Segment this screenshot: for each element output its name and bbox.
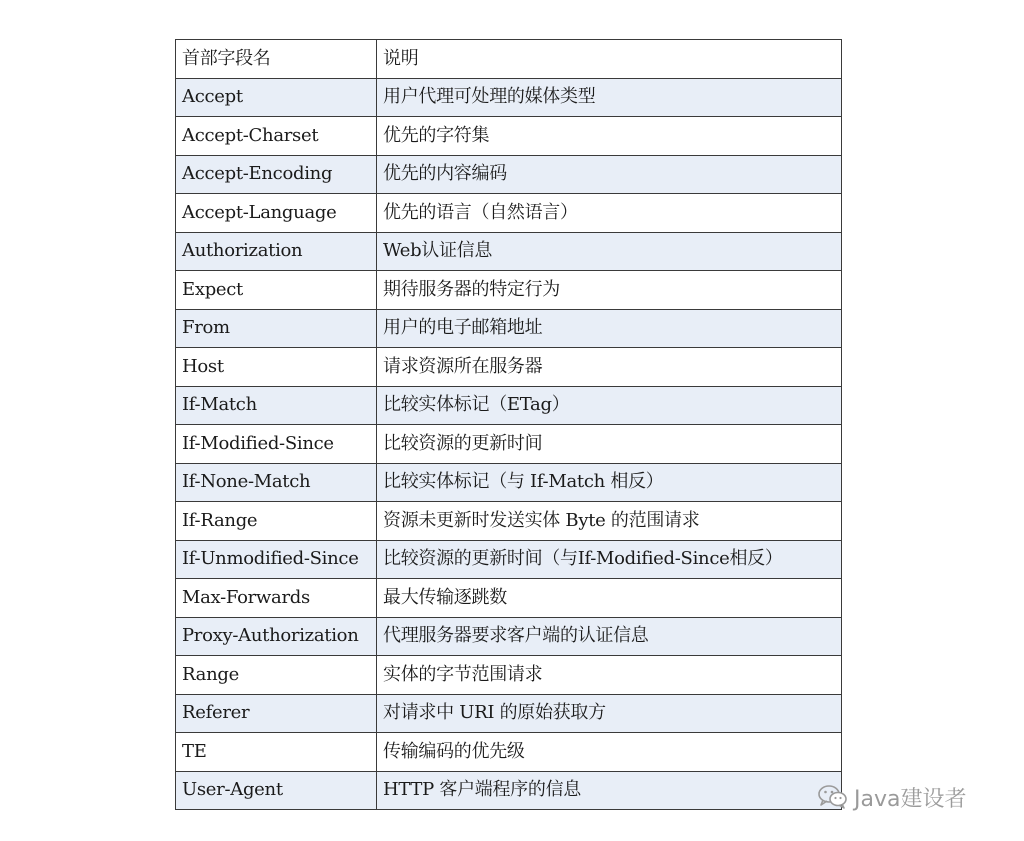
field-name-cell: Accept-Encoding (176, 155, 377, 194)
column-header-description: 说明 (377, 40, 842, 79)
table-row (176, 733, 842, 772)
description-cell: 期待服务器的特定行为 (377, 271, 842, 310)
description-cell: 实体的字节范围请求 (377, 656, 842, 695)
table-row (176, 463, 842, 502)
field-name-cell: Max-Forwards (176, 579, 377, 618)
table-header-row (176, 40, 842, 79)
table-row (176, 425, 842, 464)
description-cell: 比较资源的更新时间（与If-Modified-Since相反） (377, 540, 842, 579)
field-name-cell: If-None-Match (176, 463, 377, 502)
field-name-cell: User-Agent (176, 771, 377, 810)
table-row (176, 502, 842, 541)
watermark-text: Java建设者 (854, 786, 967, 812)
field-name-cell: Accept-Charset (176, 117, 377, 156)
field-name-cell: Referer (176, 694, 377, 733)
table-row (176, 194, 842, 233)
table-row (176, 78, 842, 117)
table-row (176, 771, 842, 810)
field-name-cell: Authorization (176, 232, 377, 271)
table-row (176, 617, 842, 656)
description-cell: 最大传输逐跳数 (377, 579, 842, 618)
description-cell: 优先的字符集 (377, 117, 842, 156)
field-name-cell: Accept (176, 78, 377, 117)
description-cell: 用户代理可处理的媒体类型 (377, 78, 842, 117)
description-cell: 对请求中 URI 的原始获取方 (377, 694, 842, 733)
description-cell: 比较实体标记（ETag） (377, 386, 842, 425)
table-row (176, 232, 842, 271)
table-row (176, 348, 842, 387)
table-row (176, 656, 842, 695)
description-cell: 请求资源所在服务器 (377, 348, 842, 387)
field-name-cell: If-Unmodified-Since (176, 540, 377, 579)
table-row (176, 155, 842, 194)
table-row (176, 117, 842, 156)
table-row (176, 309, 842, 348)
description-cell: 用户的电子邮箱地址 (377, 309, 842, 348)
table-row (176, 271, 842, 310)
description-cell: HTTP 客户端程序的信息 (377, 771, 842, 810)
field-name-cell: If-Range (176, 502, 377, 541)
field-name-cell: Host (176, 348, 377, 387)
header-fields-table (175, 39, 842, 810)
field-name-cell: If-Match (176, 386, 377, 425)
description-cell: 优先的内容编码 (377, 155, 842, 194)
description-cell: 资源未更新时发送实体 Byte 的范围请求 (377, 502, 842, 541)
description-cell: 比较实体标记（与 If-Match 相反） (377, 463, 842, 502)
field-name-cell: Expect (176, 271, 377, 310)
table-row (176, 540, 842, 579)
table-row (176, 694, 842, 733)
request-header-table (175, 39, 841, 810)
description-cell: 比较资源的更新时间 (377, 425, 842, 464)
field-name-cell: Accept-Language (176, 194, 377, 233)
column-header-field-name: 首部字段名 (176, 40, 377, 79)
description-cell: 代理服务器要求客户端的认证信息 (377, 617, 842, 656)
field-name-cell: From (176, 309, 377, 348)
table-row (176, 579, 842, 618)
description-cell: 优先的语言（自然语言） (377, 194, 842, 233)
description-cell: 传输编码的优先级 (377, 733, 842, 772)
field-name-cell: If-Modified-Since (176, 425, 377, 464)
field-name-cell: Range (176, 656, 377, 695)
field-name-cell: Proxy-Authorization (176, 617, 377, 656)
field-name-cell: TE (176, 733, 377, 772)
table-row (176, 386, 842, 425)
wechat-icon (818, 784, 848, 810)
watermark (818, 780, 966, 814)
description-cell: Web认证信息 (377, 232, 842, 271)
